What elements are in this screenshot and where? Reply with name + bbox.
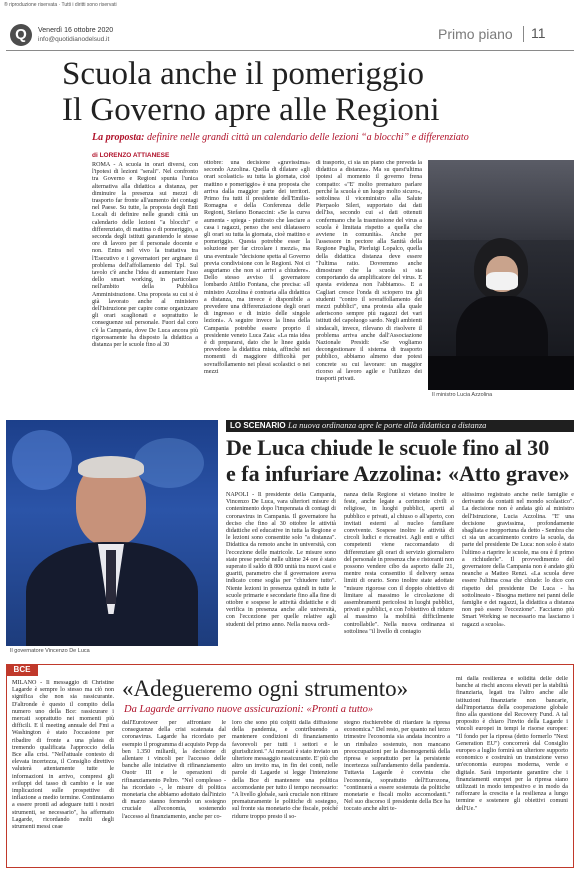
- byline: di LORENZO ATTIANESE: [92, 152, 170, 159]
- article-paragraph: ROMA - A scuola in orari diversi, con l'ipotesi di lezioni "serali". Nel confronto tra Governo e Regioni spunta l'unica alternativa alla didattica a distanza, per diminuire la presenza sui mezzi di trasporto far fronte all'aumento dei contagi nel Paese. Su tutte, la proposta degli Enti Locali di definire nelle grandi città un calendario delle lezioni "a blocchi" e differenziato, di mattina o di pomeriggio, a seconda degli istituti garantendo le stesse ore di lavoro per il personale docente e non. Entra nel vivo la trattativa tra l'Esecutivo e i governatori per arginare il problema dell'affollamento del Tpl. Sul tavolo c'è anche l'idea di aumentare l'uso dello smart working, in particolare nell'ambito della Pubblica Amministrazione. Una proposta su cui si è già lavorato anche al ministero dell'Istruzione per capire come organizzare gli orari scaglionati e soprattutto le conseguenze sul personale. Fuori dal coro c'è la Campania, dove De Luca ancora più rigorosamente ha disposto la didattica a distanza per le scuole fino al 30: [92, 162, 198, 349]
- article-paragraph: stegno rischierebbe di ritardare la ripresa economica." Del resto, per quanto nel terzo trimestre l'economia sia andata incontro a un rimbalzo sostenuto, non mancano preoccupazioni per la disomogeneità della ripresa e soprattutto per la persistente incertezza sull'andamento della pandemia. Tuttavia Lagarde è convinta che l'economia, soprattutto dell'Eurozona, "continuerà a essere sostenuta da politiche monetarie e fiscali molto accomodanti." Nel suo discorso il presidente della Bce ha toccato anche altri te-: [344, 720, 450, 813]
- backdrop-light: [134, 438, 204, 488]
- subtitle-prefix: La proposta:: [92, 132, 145, 143]
- article-paragraph: mi dalla resilienza e solidità delle delle banche ai rischi ancora elevati per la stabilità finanziaria, legati tra l'altro anche alle istituzioni finanziarie non bancarie, dall'importanza della cooperazione globale fino alla questione del Recovery Fund. A tal proposito è chiaro l'invito della Lagarde i vincoli europei in tempi le risorse europee: "Il fondo per la ripresa (detto formerlo "Next Generation EU") concorrerà dal Consiglio europeo a luglio fornirà un ulteriore supporto economico e costruirà un transizione verso un'economia europea moderna, verde e digitale. Sarà importante garantire che i finanziamenti europei per la ripresa siano utilizzati in modo tempestivo e in modo da rafforzare la crescita e la resilienza a lungo termine e sostenere gli obiettivi comuni dell'Ue.": [456, 676, 568, 812]
- article-paragraph: nanza della Regione si vietano inoltre le feste, anche legate a cerimonie civili o religiose, in luoghi pubblici, aperti al pubblico e privati, al chiuso o all'aperto, con invitati esterni al nucleo familiare convivente. Sospese inoltre le attività di circoli ludici e ricreativi. Agli enti e uffici competenti viene raccomandato di differenziare gli orari di servizio giornaliero del personale in presenza che e ristoranti non possono vendere cibo da asporto dalle 21, mentre resta consentito il delivery senza limiti di orario. Sono inoltre state adottate "misure rigorose con il doppio obiettivo di limitare al massimo le circolazione di assembramenti pericolosi in luoghi pubblici, privati e pubblici, e con l'obiettivo di ridurre al massimo la mobilità difficilmente controllabile". Nella nuova ordinanza si sottolinea "il livello di contagio: [344, 492, 454, 635]
- section-title: Primo piano: [438, 26, 513, 42]
- bce-tag: BCE: [6, 664, 38, 676]
- deluca-photo: [6, 420, 218, 646]
- bce-article-column-3: [344, 720, 450, 864]
- bce-article-column-left: [12, 680, 114, 864]
- figure-tie: [106, 550, 116, 604]
- article-paragraph: altissimo registrato anche nelle famiglie e derivante da contatti nel mondo scolastico". La decisione non è andata giù al ministro dell'Istruzione, Lucia Azzolina. "E' una decisione gravissima, profondamente sbagliata e inopportuna da detto - Sembra che ci sia un accanimento contro la scuola, da parte del presidente De Luca: non solo è stato l'ultimo a riaprire le scuole, ma ora è il primo a richiuderle". Il provvedimento del governatore della Campania non è andato giù neanche a Matteo Renzi. «La scuola deve essere l'ultima cosa che chiude: lo dico con rispetto del presidente De Luca - ha sottolineato - Bisogna mettere nei panni delle famiglie e dei ragazzi, la didattica a distanza non può essere l'eccezione". Facciamo più Smart Working se necessario ma lasciamo i ragazzi a scuola».: [462, 492, 574, 628]
- bce-headline: «Adegueremo ogni strumento»: [122, 676, 409, 701]
- azzolina-photo: [428, 160, 574, 390]
- main-headline-line1: Scuola anche il pomeriggio: [62, 56, 424, 92]
- main-article-column-3: [316, 160, 422, 400]
- newspaper-logo-icon: Q: [10, 24, 32, 46]
- backdrop-light: [12, 430, 72, 490]
- header-separator: [523, 26, 524, 42]
- bce-subtitle: Da Lagarde arrivano nuove assicurazioni: «Pronti a tutto»: [124, 704, 374, 715]
- kicker-text: La nuova ordinanza apre le porte alla didattica a distanza: [288, 420, 487, 430]
- photo-caption-azzolina: Il ministro Lucia Azzolina: [432, 392, 493, 398]
- email-link[interactable]: info@quotidianodelsud.it: [38, 36, 110, 43]
- article-paragraph: MILANO - Il messaggio di Christine Lagarde è sempre lo stesso ma ciò non significa che non sia rassicurante. D'altronde è questo il compito della numero uno della Bce: rassicurare i mercati soprattutto nei momenti più difficili. E il meeting annuale del Fmi a Washington è stato l'occasione per ribadire di fronte a una platea di tremendo qualificata l'approccio della Bce alla crisi. "Nell'attuale contesto di elevata incertezza, il Consiglio direttivo valuterà attentamente tutte le informazioni in arrivo, compresi gli sviluppi del tasso di cambio e le sue implicazioni sulle prospettive di inflazione a medio termine. Continuiamo a essere pronti ad adeguare tutti i nostri strumenti, se necessario", ha affermato Lagarde, ricordando molti degli strumenti messi ceae: [12, 680, 114, 831]
- copyright-notice: ® riproduzione riservata · Tutti i diritti sono riservati: [4, 2, 117, 8]
- main-article-column-1: [92, 162, 198, 400]
- page-number: 11: [531, 25, 546, 41]
- article-paragraph: di trasporto, ci sia un piano che preveda la didattica a distanza». Ma su quest'ultima ipotesi al momento il governo frena compatto: «"E' molto prematuro parlare perché la scuola è un luogo molto sicuro», sottolinea il viceministro alla Salute Pierpaolo Sileri, supportato dai dati dell'Iss, secondo cui «i dati ottenuti confermano che la trasmissione del virus a scuola è limitata rispetto a quella che avviene in comunità». Anche per l'assessore in pectore alla Sanità della Regione Puglia, Pierluigi Lopalco, quella della didattica distanza deve essere "l'ultima ratio. Dovremmo anche dimostrare che la scuola si sta comportando da amplificatore del virus. E questa evidenza non l'abbiamo». E a Cagliari cresce l'onda di sciopero tra gli studenti "contro il sovraffollamento dei mezzi pubblici", una protesta alla quale aderiscono sempre più ragazzi dei vari istituti del capoluogo sardo. Negli ambienti sindacali, invece, rilevano di risolvere il problema arriva anche dall'Associazione Nazionale Presidi: «Se vogliamo decongestionare il sistema di trasporto pubblico, abbiamo almeno due potesi concrete su cui lavorare: un maggior ricorso al lavoro agile e l'utilizzo dei trasporti privati.: [316, 160, 422, 383]
- deluca-headline-line1: De Luca chiude le scuole fino al 30: [226, 435, 550, 460]
- photo-caption-deluca: Il governatore Vincenzo De Luca: [10, 648, 90, 654]
- article-paragraph: ottobre: una decisione «gravissima» secondo Azzolina. Quella di dilatare «gli orari scolastici» su tutta la giornata, cioè mattino e pomeriggio» è una proposta che arriva dalla maggior parte dei territori. Primo fra tutti il presidente dell'Emilia-Romagna e della Conferenza delle Regioni, Stefano Bonaccini: «Se la curva aumenta - spiega - piuttosto che lasciare a casa i ragazzi, penso che sesi dilatassero gli orari su tutta la giornata, cioè mattino e pomeriggio. Questa potrebbe esser la soluzione per far circolare i mezzi», ma una eventuale "decisione spetta al Governo previa condivisione con le Regioni. Noi ci auguriamo che non si arrivi a chiudere». Dello stesso avviso il governatore lombardo Attilio Fontana, che precisa: «Il ministro Azzolina è contraria alla didattica a distanza, ma invece è disponibile a prevedere una differenziazione degli orari di ingresso e di inizio delle singole lezioni». A seguire invece la linea della Campania potrebbe essere proprio il presidente veneto Luca Zaia: «La mia idea è di prepararsi, dato che le linee guida prevedono la didattica mista, affinché nei momenti di maggiore difficoltà per sovraffollamento nei plessi scolastici o nei mezzi: [204, 160, 310, 375]
- deluca-article-column-3: [462, 492, 574, 654]
- article-paragraph: NAPOLI - Il presidente della Campania, Vincenzo De Luca, vara ulteriori misure di contenimento dopo l'impennata di contagi di coronavirus in Campania. Il governatore ha deciso che fino al 30 ottobre le attività didattiche ed educative in tutta la Regione e le lezioni sono consentite solo "a distanza". Didattica da remoto anche in università, con l'eccezione delle matricole. Le misure sono state prese perché nelle ultime 24 ore è stato superato il saldo di 800 unità tra nuovi casi e guariti, parametro che il governatore aveva indicato come soglia per "chiudere tutto". Niente lezioni in presenza quindi in tutte le scuole primarie e secondarie fino alla fine di ottobre e sospese le attività didattiche e di verifica in presenza anche alle università, con l'eccezione per quelle relative agli studenti del primo anno. Nella nuova ordi-: [226, 492, 336, 628]
- header-rule: [6, 50, 574, 51]
- deluca-article-column-1: [226, 492, 336, 654]
- issue-date: Venerdì 16 ottobre 2020: [38, 27, 114, 34]
- main-subtitle: [92, 132, 572, 144]
- subtitle-text: definire nelle grandi città un calendario delle lezioni “a blocchi” e differenziato: [147, 132, 469, 143]
- article-paragraph: dall'Eurotower per affrontare le conseguenze della crisi scatenata dal coronavirus. Lagarde ha ricordato per esempio il programma di acquisto Pepp da ben 1.350 miliardi, la decisione di allentare i vincoli per l'accesso delle banche alle iniziative di rifinanziamento Ouotr III e le operazioni di rifinanziamento Peltro. "Nel complesso - ha ricordato -, le misure di politica monetaria che abbiamo adottato dall'inizio di marzo stanno fornendo un sostegno cruciale all'economia, sostenendo l'accesso al finanziamento, anche per co-: [122, 720, 226, 820]
- deluca-article-column-2: [344, 492, 454, 654]
- photo-background: [428, 160, 574, 240]
- face-mask: [486, 272, 518, 290]
- deluca-headline-line2: e fa infuriare Azzolina: «Atto grave»: [226, 461, 570, 486]
- article-paragraph: loro che sono più colpiti dalla diffusione della pandemia, e contribuendo a mantenere condizioni di finanziamento favorevoli per tutti i settori e le giurisdizioni." Ai mercati è stato inviato un ulteriore messaggio rassicurante. E' più che altro un invito ma, in fin dei conti, nelle parole di Lagarde si legge l'intenzione della Bce di mantenere una politica accomodante per tutto il tempo necessario: "A livello globale, sarà cruciale non ritirare prematuramente le politiche di sostegno, sul fronte sia monetario che fiscale, poiché ridurre troppo presto il so-: [232, 720, 338, 820]
- figure-hair: [78, 456, 144, 478]
- bce-article-column-1: [122, 720, 226, 864]
- bce-article-column-2: [232, 720, 338, 864]
- scenario-kicker-bar: [226, 420, 574, 432]
- desk: [428, 356, 574, 390]
- kicker-label: LO SCENARIO: [230, 421, 286, 430]
- main-article-column-2: [204, 160, 310, 400]
- main-headline-line2: Il Governo apre alle Regioni: [62, 92, 440, 128]
- bce-article-column-4: [456, 676, 568, 864]
